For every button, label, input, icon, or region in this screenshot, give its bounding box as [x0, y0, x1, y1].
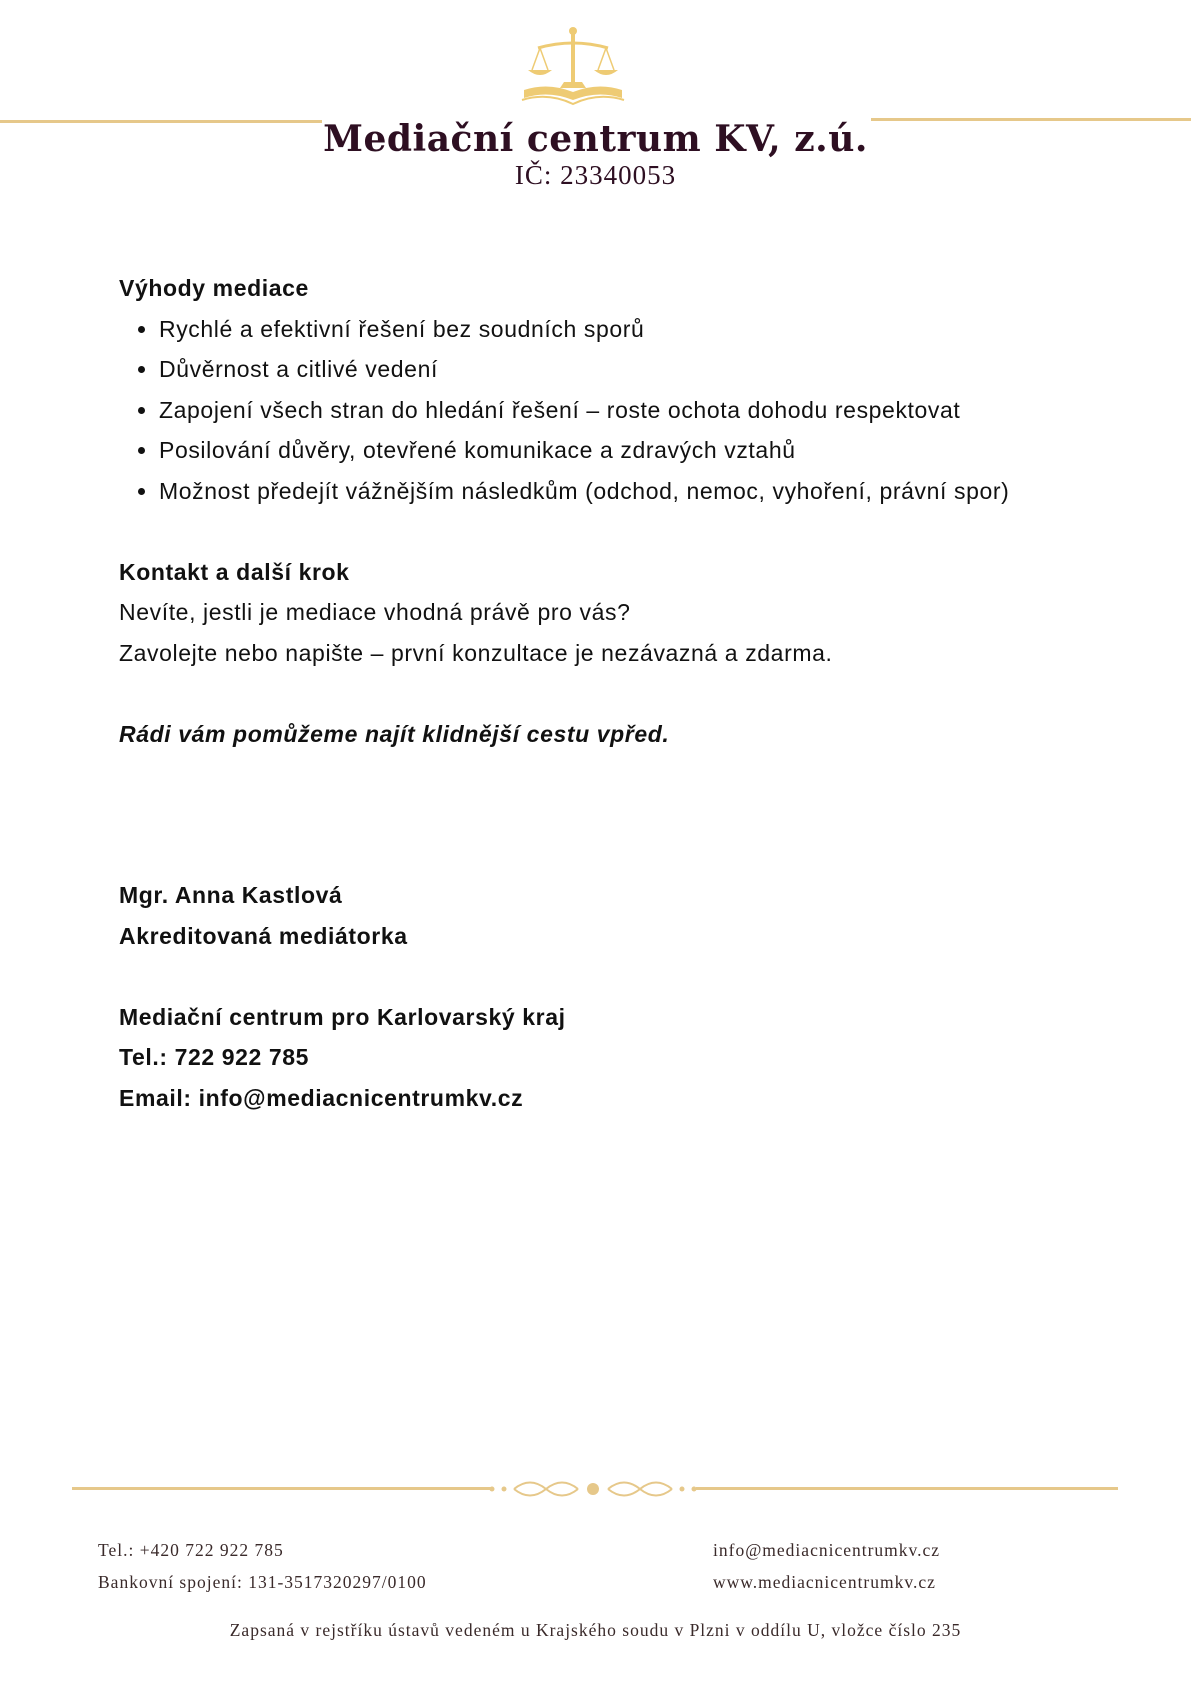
list-item: • Zapojení všech stran do hledání řešení – roste ochota dohodu respektovat: [159, 390, 1099, 431]
benefits-heading: Výhody mediace: [119, 275, 309, 301]
footer-bank-account: Bankovní spojení: 131-3517320297/0100: [98, 1572, 427, 1592]
signature-name: Mgr. Anna Kastlová: [119, 882, 343, 908]
decorative-flourish-icon: [486, 1474, 700, 1504]
contact-line-1: Nevíte, jestli je mediace vhodná právě pro vás?: [119, 599, 631, 625]
footer-phone: Tel.: +420 722 922 785: [98, 1540, 284, 1560]
footer-registry-note: Zapsaná v rejstříku ústavů vedeném u Krajského soudu v Plzni v oddílu U, vložce číslo 235: [229, 1620, 962, 1640]
list-item: • Důvěrnost a citlivé vedení: [159, 349, 1099, 390]
footer-divider-right: [696, 1487, 1118, 1490]
list-item: • Posilování důvěry, otevřené komunikace a zdravých vztahů: [159, 430, 1099, 471]
closing-line: Rádi vám pomůžeme najít klidnější cestu vpřed.: [119, 720, 670, 747]
organization-id-number: IČ: 23340053: [514, 160, 677, 190]
list-item: • Rychlé a efektivní řešení bez soudních sporů: [159, 309, 1099, 350]
contact-heading: Kontakt a další krok: [119, 558, 350, 585]
signature-organization: Mediační centrum pro Karlovarský kraj: [119, 1003, 566, 1030]
benefits-list: [119, 309, 1099, 512]
contact-line-2: Zavolejte nebo napište – první konzultace je nezávazná a zdarma.: [119, 639, 833, 666]
footer-email-link[interactable]: info@mediacnicentrumkv.cz: [713, 1540, 941, 1560]
footer-divider-left: [72, 1487, 492, 1490]
list-item: • Možnost předejít vážnějším následkům (odchod, nemoc, vyhoření, právní spor): [159, 471, 1099, 512]
signature-phone: Tel.: 722 922 785: [119, 1044, 310, 1070]
scales-of-justice-icon: [520, 26, 626, 106]
signature-email: Email: info@mediacnicentrumkv.cz: [119, 1084, 524, 1111]
signature-role: Akreditovaná mediátorka: [119, 922, 408, 949]
organization-name: Mediační centrum KV, z.ú.: [323, 118, 868, 160]
letter-body: [119, 268, 1099, 1118]
footer-website-link[interactable]: www.mediacnicentrumkv.cz: [713, 1572, 936, 1592]
